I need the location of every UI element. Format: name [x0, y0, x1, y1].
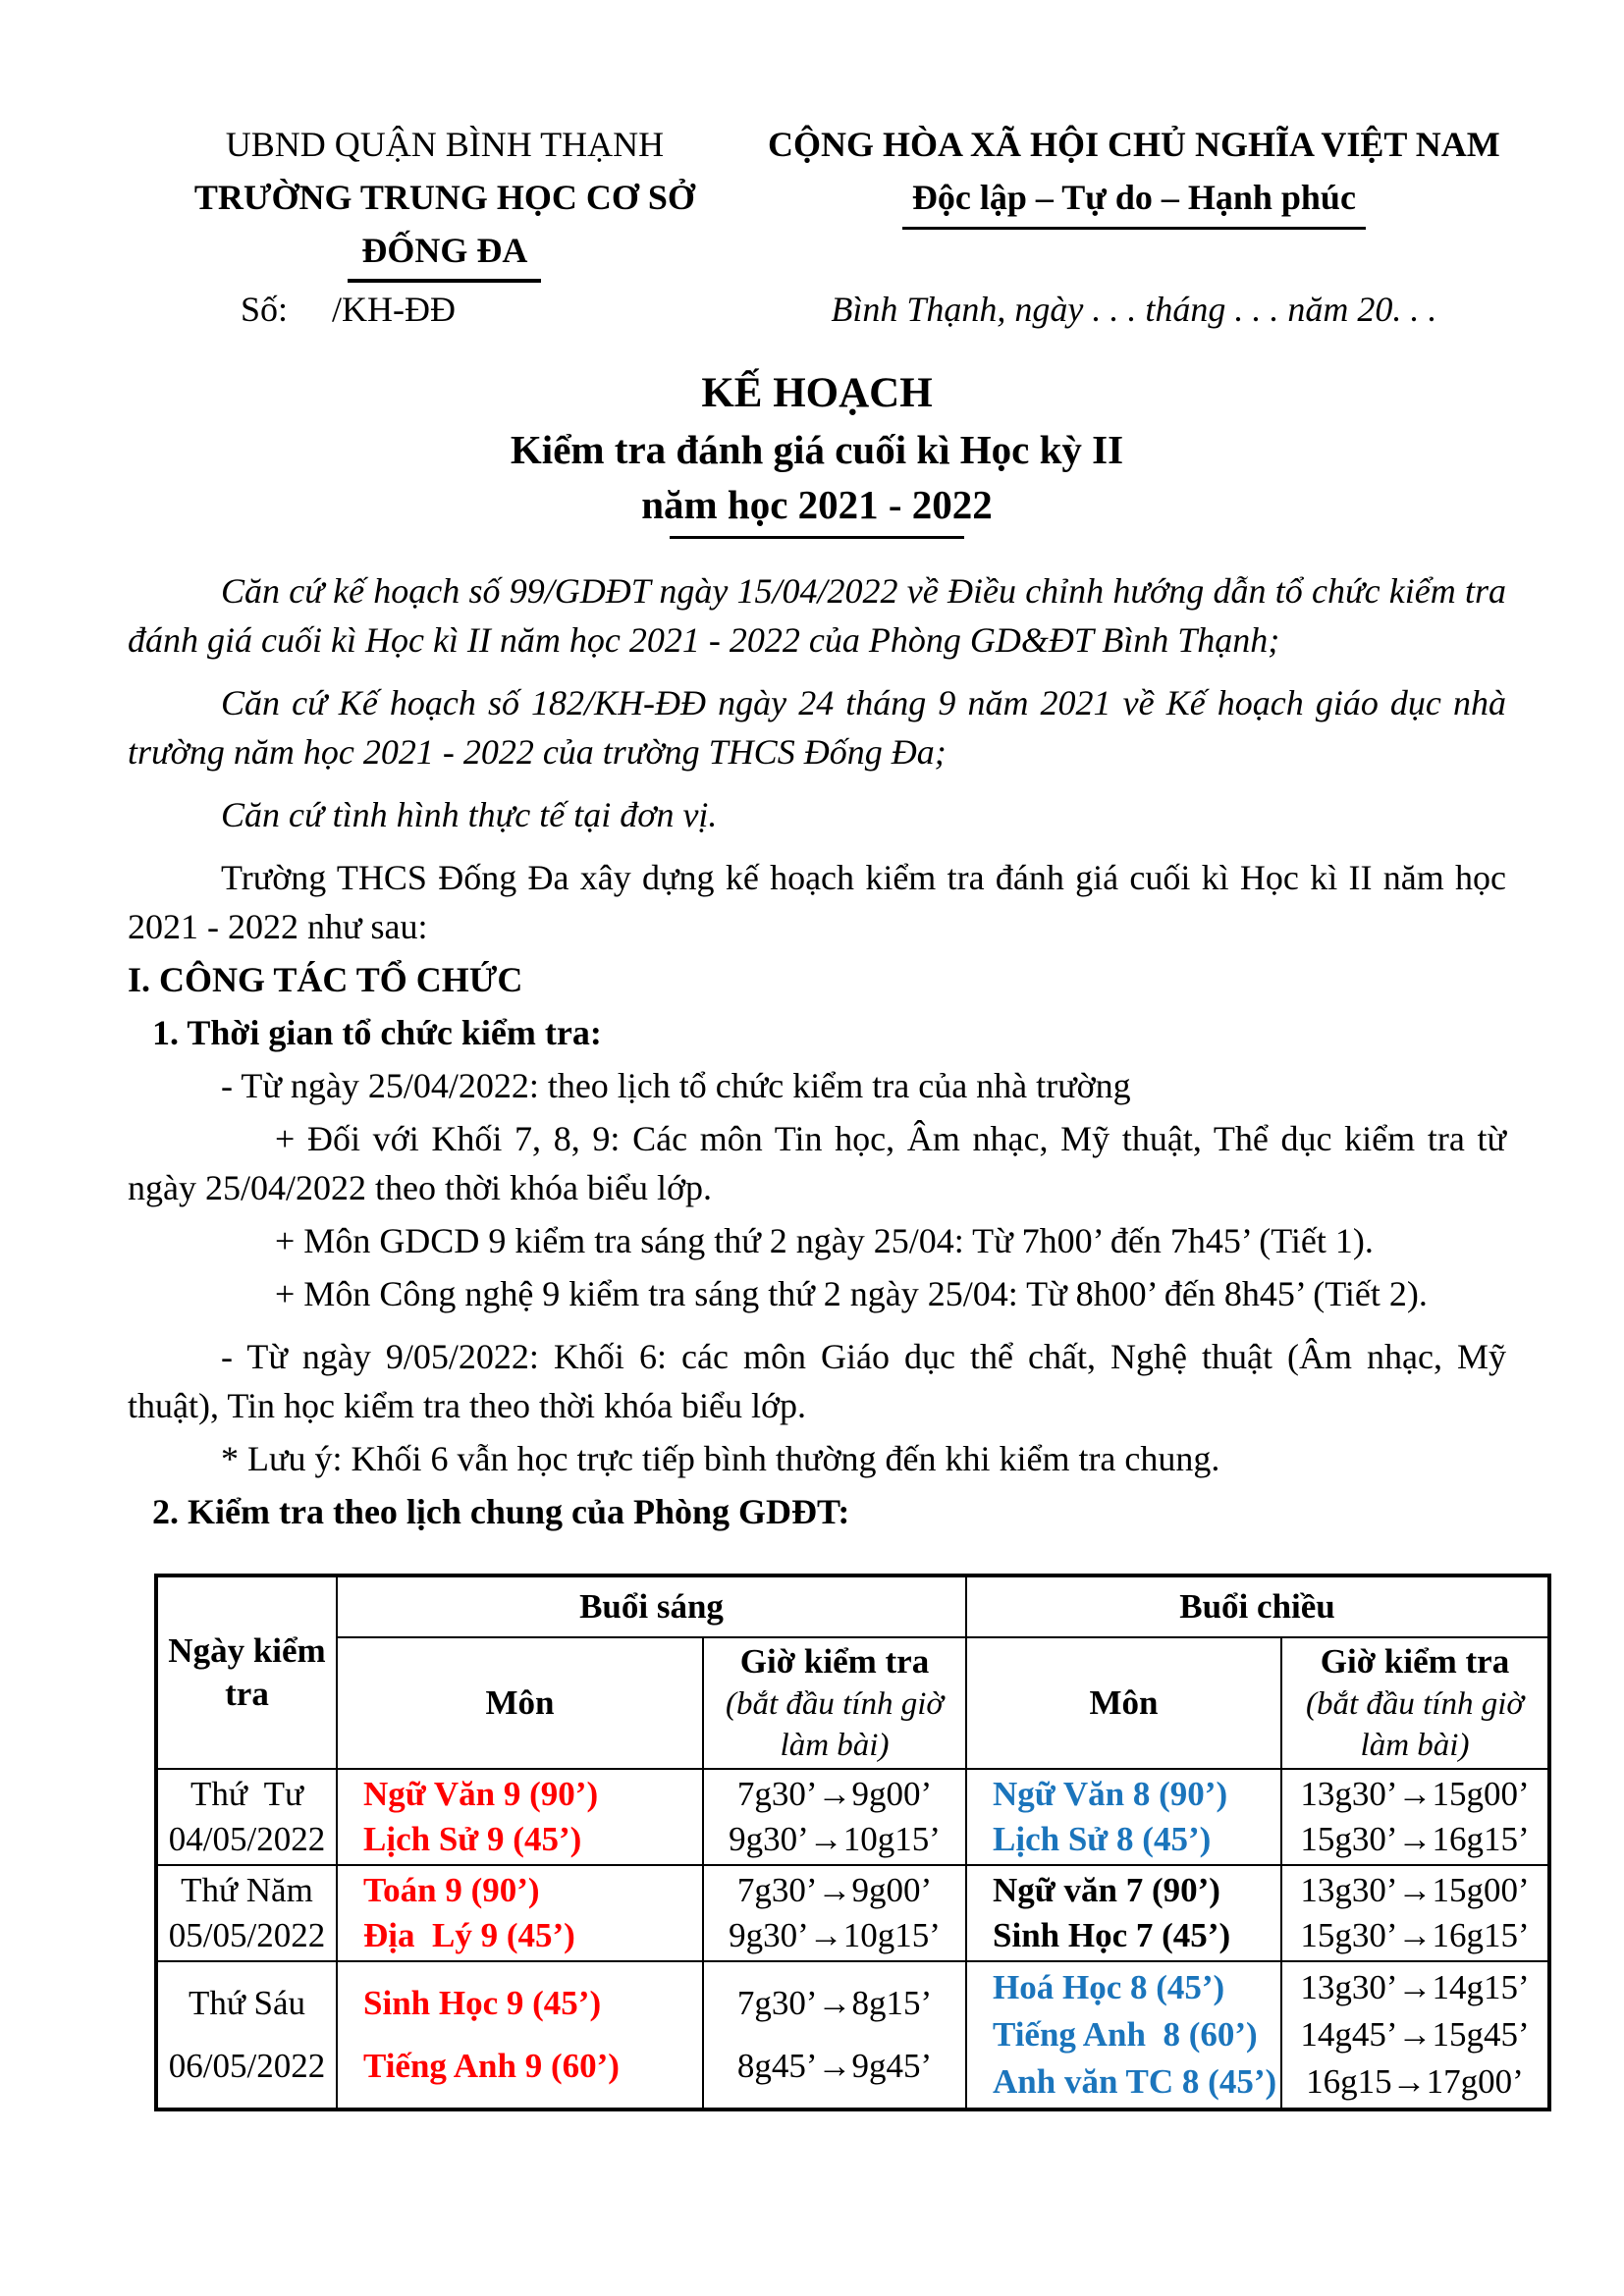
time-line: 16g15→17g00’ — [1306, 2062, 1524, 2101]
document-body — [128, 566, 1506, 1536]
th-morning-subject: Môn — [337, 1637, 703, 1769]
doc-title: KẾ HOẠCH — [701, 370, 933, 416]
subject-line: Hoá Học 8 (45’) — [993, 1968, 1225, 2006]
time-line: 15g30’→16g15’ — [1300, 1820, 1530, 1859]
morning-time-note: (bắt đầu tính giờ làm bài) — [725, 1686, 945, 1763]
schedule-item-1b: + Môn GDCD 9 kiểm tra sáng thứ 2 ngày 25/04: Từ 7h00’ đến 7h45’ (Tiết 1). — [275, 1221, 1374, 1260]
time-line: 7g30’→8g15’ — [736, 1984, 933, 2022]
schedule-item-1a: + Đối với Khối 7, 8, 9: Các môn Tin học, Âm nhạc, Mỹ thuật, Thể dục kiểm tra từ ngày 25/04/2022 theo thời khóa biểu lớp. — [128, 1119, 1506, 1207]
subject-line: Ngữ văn 7 (90’) — [993, 1870, 1220, 1909]
morning-times-cell — [703, 1961, 966, 2109]
heading-1-1: 1. Thời gian tổ chức kiểm tra: — [152, 1013, 602, 1052]
table-row — [156, 1961, 1549, 2109]
national-motto: Độc lập – Tự do – Hạnh phúc — [902, 171, 1366, 230]
time-line: 13g30’→15g00’ — [1300, 1870, 1530, 1909]
doc-subtitle: Kiểm tra đánh giá cuối kì Học kỳ II — [510, 427, 1124, 472]
table-row — [156, 1865, 1549, 1961]
morning-subjects-cell — [337, 1961, 703, 2109]
place-date-line: Bình Thạnh, ngày . . . tháng . . . năm 20. . . — [831, 290, 1437, 329]
table-row — [156, 1769, 1549, 1865]
subject-line: Toán 9 (90’) — [363, 1870, 540, 1909]
school-type-name: TRƯỜNG TRUNG HỌC CƠ SỞ — [193, 178, 695, 217]
doc-number-line: Số: /KH-ĐĐ — [241, 290, 457, 329]
exam-date-cell — [156, 1865, 337, 1961]
morning-time-label: Giờ kiểm tra — [739, 1642, 930, 1681]
time-line: 13g30’→15g00’ — [1300, 1774, 1530, 1813]
subject-line: Tiếng Anh 8 (60’) — [993, 2015, 1258, 2054]
th-morning-session: Buổi sáng — [337, 1575, 966, 1637]
title-block — [128, 365, 1506, 539]
national-header-block — [762, 118, 1506, 336]
th-afternoon-time — [1281, 1637, 1549, 1769]
time-line: 14g45’→15g45’ — [1300, 2015, 1530, 2054]
date-line: Thứ Năm — [181, 1870, 313, 1909]
legal-basis-paragraph-2: Căn cứ Kế hoạch số 182/KH-ĐĐ ngày 24 tháng 9 năm 2021 về Kế hoạch giáo dục nhà trường năm học 2021 - 2022 của trường THCS Đống Đa; — [128, 683, 1506, 772]
national-name: CỘNG HÒA XÃ HỘI CHỦ NGHĨA VIỆT NAM — [768, 125, 1500, 164]
issuing-org-block — [128, 118, 762, 336]
header-spacer — [762, 230, 1506, 283]
th-exam-date: Ngày kiểm tra — [156, 1575, 337, 1769]
afternoon-times-cell — [1281, 1961, 1549, 2109]
afternoon-time-note: (bắt đầu tính giờ làm bài) — [1305, 1686, 1525, 1763]
date-line: 04/05/2022 — [168, 1820, 326, 1859]
afternoon-times-cell — [1281, 1865, 1549, 1961]
heading-1-2: 2. Kiểm tra theo lịch chung của Phòng GDĐT: — [152, 1492, 850, 1531]
title-underline — [670, 536, 964, 539]
subject-line: Lịch Sử 9 (45’) — [363, 1820, 582, 1859]
date-line: 06/05/2022 — [168, 2047, 326, 2085]
subject-line: Ngữ Văn 8 (90’) — [993, 1774, 1228, 1813]
legal-basis-paragraph-1: Căn cứ kế hoạch số 99/GDĐT ngày 15/04/2022 về Điều chỉnh hướng dẫn tổ chức kiểm tra đánh giá cuối kì Học kì II năm học 2021 - 2022 của Phòng GD&ĐT Bình Thạnh; — [128, 571, 1506, 660]
morning-subjects-cell — [337, 1769, 703, 1865]
afternoon-subjects-cell — [966, 1961, 1281, 2109]
exam-schedule-table — [154, 1574, 1551, 2111]
schedule-item-1c: + Môn Công nghệ 9 kiểm tra sáng thứ 2 ngày 25/04: Từ 8h00’ đến 8h45’ (Tiết 2). — [275, 1274, 1428, 1313]
intro-paragraph: Trường THCS Đống Đa xây dựng kế hoạch kiểm tra đánh giá cuối kì Học kì II năm học 2021 - 2022 như sau: — [128, 858, 1506, 946]
schedule-item-2: - Từ ngày 9/05/2022: Khối 6: các môn Giáo dục thể chất, Nghệ thuật (Âm nhạc, Mỹ thuật), Tin học kiểm tra theo thời khóa biểu lớp. — [128, 1337, 1506, 1425]
exam-date-cell — [156, 1769, 337, 1865]
afternoon-time-label: Giờ kiểm tra — [1320, 1642, 1510, 1681]
time-line: 9g30’→10g15’ — [729, 1916, 941, 1955]
th-afternoon-subject: Môn — [966, 1637, 1281, 1769]
th-afternoon-session: Buổi chiều — [966, 1575, 1549, 1637]
date-line: Thứ Sáu — [188, 1984, 306, 2022]
subject-line: Ngữ Văn 9 (90’) — [363, 1774, 599, 1813]
afternoon-times-cell — [1281, 1769, 1549, 1865]
time-line: 9g30’→10g15’ — [729, 1820, 941, 1859]
afternoon-subjects-cell — [966, 1769, 1281, 1865]
th-morning-time — [703, 1637, 966, 1769]
subject-line: Sinh Học 7 (45’) — [993, 1916, 1231, 1955]
time-line: 7g30’→9g00’ — [736, 1774, 933, 1813]
time-line: 15g30’→16g15’ — [1300, 1916, 1530, 1955]
doc-schoolyear: năm học 2021 - 2022 — [641, 482, 993, 527]
subject-line: Địa Lý 9 (45’) — [363, 1916, 575, 1955]
org-parent-name: UBND QUẬN BÌNH THẠNH — [225, 125, 665, 164]
time-line: 8g45’→9g45’ — [736, 2047, 933, 2085]
document-header — [128, 118, 1506, 336]
school-name: ĐỐNG ĐA — [348, 224, 541, 283]
subject-line: Anh văn TC 8 (45’) — [993, 2062, 1277, 2101]
legal-basis-paragraph-3: Căn cứ tình hình thực tế tại đơn vị. — [221, 795, 718, 834]
morning-times-cell — [703, 1769, 966, 1865]
date-line: Thứ Tư — [189, 1774, 304, 1813]
date-line: 05/05/2022 — [168, 1916, 326, 1955]
time-line: 13g30’→14g15’ — [1300, 1968, 1530, 2006]
time-line: 7g30’→9g00’ — [736, 1870, 933, 1909]
heading-section-1: I. CÔNG TÁC TỔ CHỨC — [128, 960, 523, 999]
morning-times-cell — [703, 1865, 966, 1961]
exam-date-cell — [156, 1961, 337, 2109]
afternoon-subjects-cell — [966, 1865, 1281, 1961]
subject-line: Sinh Học 9 (45’) — [363, 1984, 602, 2022]
schedule-item-1: - Từ ngày 25/04/2022: theo lịch tổ chức kiểm tra của nhà trường — [221, 1066, 1131, 1105]
subject-line: Tiếng Anh 9 (60’) — [363, 2047, 620, 2085]
note-paragraph: * Lưu ý: Khối 6 vẫn học trực tiếp bình thường đến khi kiểm tra chung. — [221, 1439, 1220, 1478]
subject-line: Lịch Sử 8 (45’) — [993, 1820, 1212, 1859]
morning-subjects-cell — [337, 1865, 703, 1961]
